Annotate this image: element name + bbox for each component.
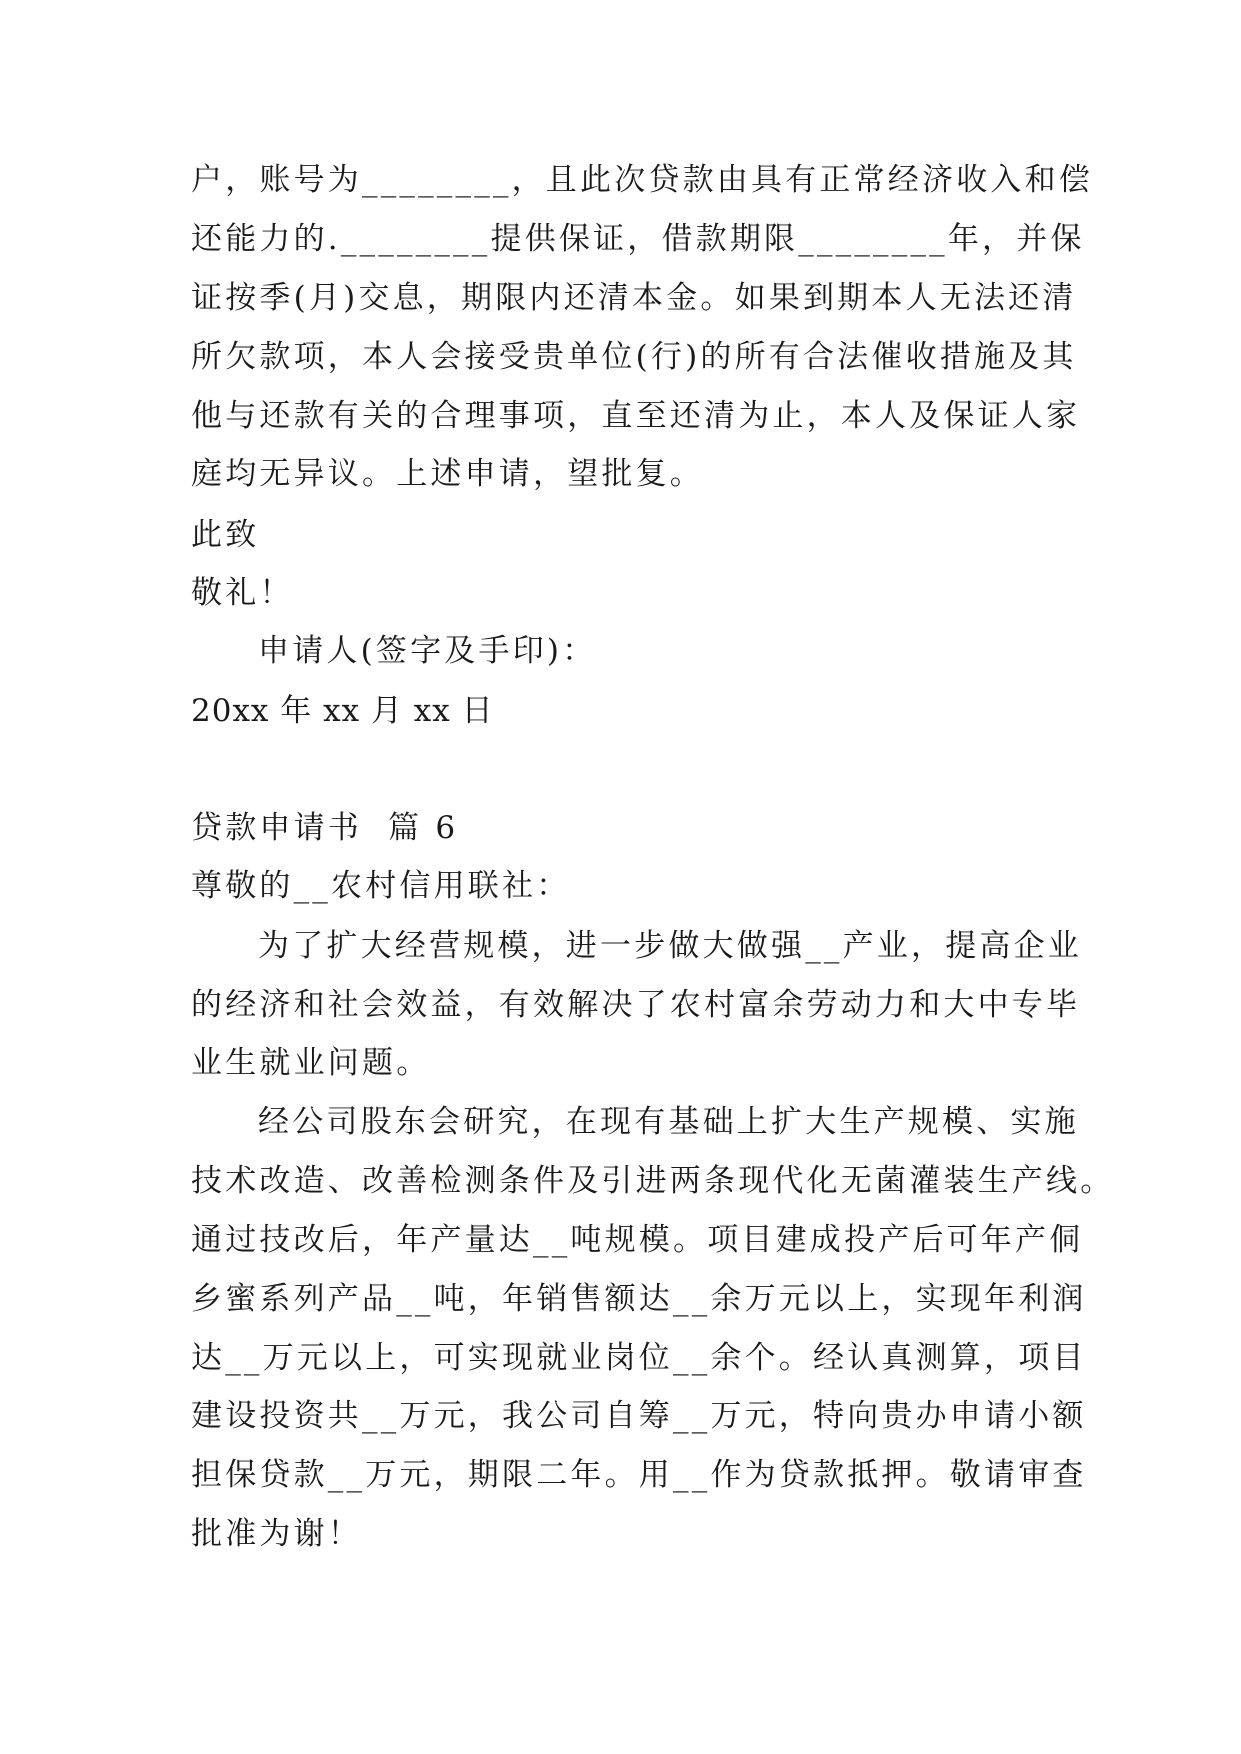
paragraph-line: 所欠款项，本人会接受贵单位(行)的所有合法催收措施及其 bbox=[191, 339, 1077, 375]
paragraph-line: 的经济和社会效益，有效解决了农村富余劳动力和大中专毕 bbox=[191, 987, 1081, 1023]
closing-line: 敬礼！ bbox=[191, 575, 294, 611]
date-line: 20xx 年 xx 月 xx 日 bbox=[191, 693, 494, 729]
paragraph-line: 还能力的.________提供保证，借款期限________年，并保 bbox=[191, 221, 1085, 257]
paragraph-line: 建设投资共__万元，我公司自筹__万元，特向贵办申请小额 bbox=[191, 1398, 1087, 1434]
paragraph-line: 达__万元以上，可实现就业岗位__余个。经认真测算，项目 bbox=[191, 1340, 1087, 1376]
salutation: 尊敬的__农村信用联社： bbox=[191, 868, 571, 904]
paragraph-line: 技术改造、改善检测条件及引进两条现代化无菌灌装生产线。 bbox=[191, 1163, 1115, 1199]
paragraph-line: 批准为谢！ bbox=[191, 1516, 362, 1552]
paragraph-line: 为了扩大经营规模，进一步做大做强__产业，提高企业 bbox=[258, 928, 1082, 964]
paragraph-line: 证按季(月)交息，期限内还清本金。如果到期本人无法还清 bbox=[191, 280, 1077, 316]
section-title: 贷款申请书 篇 6 bbox=[191, 810, 459, 846]
paragraph-line: 他与还款有关的合理事项，直至还清为止，本人及保证人家 bbox=[191, 398, 1081, 434]
paragraph-line: 担保贷款__万元，期限二年。用__作为贷款抵押。敬请审查 bbox=[191, 1457, 1087, 1493]
closing-line: 此致 bbox=[191, 517, 260, 553]
paragraph-line: 业生就业问题。 bbox=[191, 1045, 431, 1081]
paragraph-line: 户，账号为________，且此次贷款由具有正常经济收入和偿 bbox=[191, 162, 1093, 198]
signature-label: 申请人(签字及手印)： bbox=[258, 633, 597, 669]
paragraph-line: 庭均无异议。上述申请，望批复。 bbox=[191, 456, 704, 492]
paragraph-line: 乡蜜系列产品__吨，年销售额达__余万元以上，实现年利润 bbox=[191, 1281, 1087, 1317]
paragraph-line: 通过技改后，年产量达__吨规模。项目建成投产后可年产侗 bbox=[191, 1222, 1084, 1258]
paragraph-line: 经公司股东会研究，在现有基础上扩大生产规模、实施 bbox=[258, 1104, 1079, 1140]
